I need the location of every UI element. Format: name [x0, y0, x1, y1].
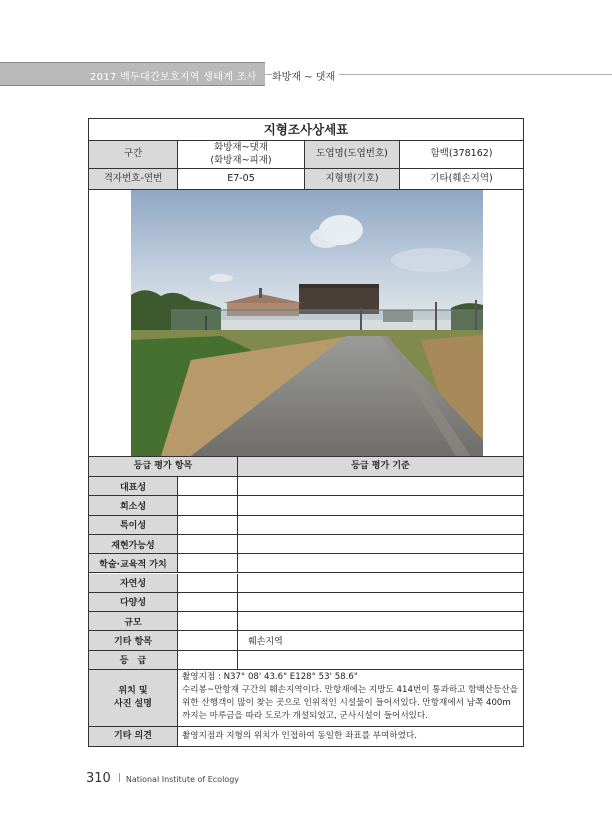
other-opinion-value: 촬영지점과 지형의 위치가 인접하여 동일한 좌표를 부여하였다.	[177, 727, 523, 746]
eval-mid	[177, 496, 237, 514]
eval-value	[237, 477, 523, 495]
eval-label: 희소성	[89, 496, 177, 514]
site-photo	[131, 190, 483, 456]
section-value-line1: 화방재~댓재	[214, 141, 268, 153]
other-opinion-label: 기타 의견	[89, 727, 177, 746]
eval-label: 대표성	[89, 477, 177, 495]
header-section: 화방재 ~ 댓재	[272, 68, 339, 83]
eval-row	[89, 574, 523, 593]
page-number: 310	[86, 771, 111, 786]
eval-row	[89, 516, 523, 535]
landform-survey-sheet	[88, 118, 524, 747]
eval-row	[89, 631, 523, 650]
eval-label: 등 급	[89, 651, 177, 669]
eval-value: 훼손지역	[237, 631, 523, 649]
eval-label: 특이성	[89, 516, 177, 534]
eval-mid	[177, 651, 237, 669]
location-label-line1: 위치 및	[118, 686, 148, 697]
eval-value	[237, 574, 523, 592]
eval-mid	[177, 612, 237, 630]
site-photo-image	[131, 190, 483, 456]
eval-row	[89, 651, 523, 670]
eval-value	[237, 516, 523, 534]
map-label: 도엽명(도엽번호)	[304, 141, 399, 168]
eval-mid	[177, 535, 237, 553]
eval-criteria-header: 등급 평가 기준	[237, 457, 523, 476]
eval-mid	[177, 516, 237, 534]
eval-label: 자연성	[89, 574, 177, 592]
location-text	[177, 670, 523, 726]
photo-area	[89, 190, 523, 457]
grid-label: 격자번호-연번	[89, 169, 177, 189]
eval-row	[89, 477, 523, 496]
landform-value: 기타(훼손지역)	[399, 169, 523, 189]
section-label: 구간	[89, 141, 177, 168]
eval-value	[237, 496, 523, 514]
eval-row	[89, 593, 523, 612]
eval-label: 기타 항목	[89, 631, 177, 649]
eval-row	[89, 535, 523, 554]
location-row	[89, 670, 523, 727]
eval-value	[237, 554, 523, 572]
section-value-line2: (화방재~피재)	[210, 154, 272, 166]
eval-label: 다양성	[89, 593, 177, 611]
location-description: 수리봉~만항재 구간의 훼손지역이다. 만항재에는 지방도 414번이 통과하고 함백산등산을 위한 산행객이 많이 찾는 곳으로 인위적인 시설물이 들어서있다. 만항재에서 남쪽 400m까지는 마루금을 따라 도로가 개설되었고, 군사시설이 들어서있다.	[182, 685, 519, 721]
eval-header-row	[89, 457, 523, 477]
header-title-band	[0, 62, 265, 86]
page-footer	[86, 771, 239, 786]
eval-row	[89, 496, 523, 515]
landform-label: 지형명(기호)	[304, 169, 399, 189]
eval-mid	[177, 574, 237, 592]
other-opinion-row	[89, 727, 523, 746]
location-label	[89, 670, 177, 726]
eval-mid	[177, 477, 237, 495]
eval-item-header: 등급 평가 항목	[133, 461, 193, 472]
running-header	[0, 62, 612, 86]
eval-mid	[177, 593, 237, 611]
eval-label: 재현가능성	[89, 535, 177, 553]
eval-value	[237, 612, 523, 630]
grid-value: E7-05	[177, 169, 304, 189]
footer-institute: National Institute of Ecology	[125, 775, 240, 784]
footer-separator	[119, 773, 120, 782]
info-row-section	[89, 141, 523, 169]
eval-row	[89, 612, 523, 631]
map-value: 함백(378162)	[399, 141, 523, 168]
eval-value	[237, 593, 523, 611]
location-coords: 촬영지점 : N37° 08' 43.6" E128° 53' 58.6"	[182, 672, 358, 682]
eval-label: 학술·교육적 가치	[89, 554, 177, 572]
info-row-grid	[89, 169, 523, 190]
eval-value	[237, 651, 523, 669]
location-label-line2: 사진 설명	[114, 699, 152, 709]
section-value	[177, 141, 304, 168]
eval-mid	[177, 554, 237, 572]
eval-value	[237, 535, 523, 553]
eval-label: 규모	[89, 612, 177, 630]
sheet-title: 지형조사상세표	[89, 119, 523, 141]
header-title: 2017 백두대간보호지역 생태계 조사	[90, 72, 257, 83]
eval-mid	[177, 631, 237, 649]
eval-row	[89, 554, 523, 573]
